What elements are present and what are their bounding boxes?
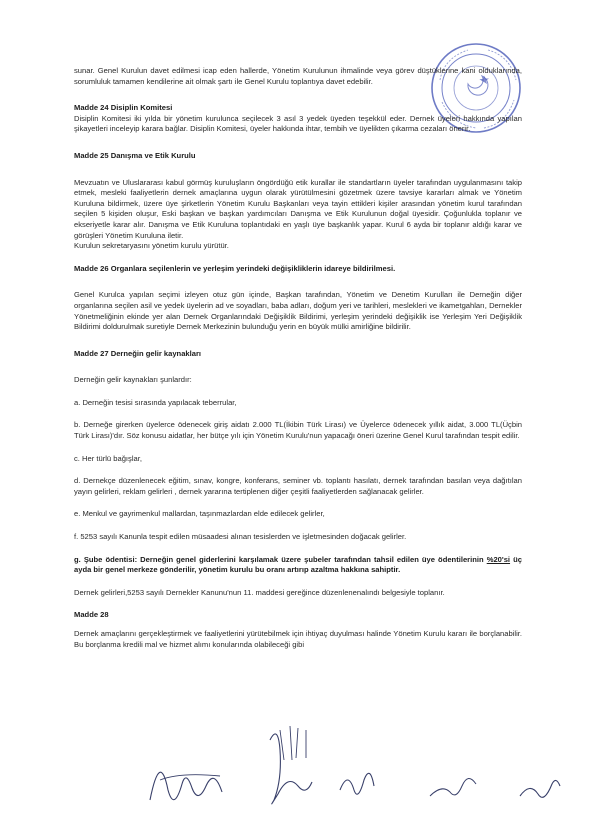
item-g-text-end: üç ayda bir genel merkeze gönderilir, yönetim kurulu bu oranı artırıp azaltma hakkına sahiptir. [74, 554, 522, 575]
article-27-closing: Dernek gelirleri,5253 sayılı Dernekler Kanunu'nun 11. maddesi gereğince düzenlenenalındı belgesiyle toplanır. [74, 587, 445, 597]
intro-paragraph: sunar. Genel Kurulun davet edilmesi icap eden hallerde, Yönetim Kurulunun ihmalinde veya görev düştüklerine kani olduklarında, sorumluluk tamamen kendilerine ait olmak şartı ile Genel Kurulu toplantıya davet edebilir. [74, 66, 522, 86]
article-24-body: Disiplin Komitesi iki yılda bir yönetim kurulunca seçilecek 3 asıl 3 yedek üyeden teşekkül eder. Dernek üyeleri hakkında yapılan şikayetleri inceleyip karara bağlar. Disiplin Komitesi, üyeler hakkında ihtar, tembih ve üyelikten çıkarma cezaları önerir. [74, 113, 522, 134]
article-27-item-e: e. Menkul ve gayrimenkul mallardan, taşınmazlardan elde edilecek gelirler, [74, 509, 325, 519]
document-page [74, 66, 522, 650]
article-27-item-d: d. Dernekçe düzenlenecek eğitim, sınav, kongre, konferans, seminer vb. toplantı hasılatı, dernek tarafından basılan veya dağıtılan yayın gelirleri, reklam gelirleri , dernek yararına tertiplenen diğer çeşitli faaliyetlerden sağlanacak gelirler. [74, 476, 522, 496]
item-g-percentage: %20'si [486, 554, 511, 564]
article-27-item-b: b. Derneğe girerken üyelerce ödenecek giriş aidatı 2.000 TL(İkibin Türk Lirası) ve Üyelerce ödenecek yıllık aidat, 3.000 TL(Üçbin Türk Lirası)'dır. Söz konusu aidatlar, her bütçe yılı için Yönetim Kurulu'nun yapacağı öneri üzerine Genel Kurul tarafından tespit edilir. [74, 420, 522, 441]
article-26-title: Madde 26 Organlara seçilenlerin ve yerleşim yerindeki değişikliklerin idareye bildirilmesi. [74, 263, 396, 273]
article-27-title: Madde 27 Derneğin gelir kaynakları [74, 348, 202, 358]
article-27-item-g [74, 555, 522, 576]
signatures [130, 720, 570, 820]
article-24-title: Madde 24 Disiplin Komitesi [74, 103, 173, 113]
article-25-body: Mevzuatın ve Uluslararası kabul görmüş kuruluşların öngördüğü etik kurallar ile standartların üyeler tarafından uygulanmasını takip etmek, mesleki faaliyetlerin dernek amaçlarına uygun olarak yürütülmesini gözetmek üzere tavsiye kararları almak ve Yönetim Kuruluna bildirmek, üzere üye şirketlerin Yönetim Kurulu Başkanları veya tayin ettikleri kişiler arasından yönetim kurul tarafından seçilen 5 kişiden oluşur, Eski başkan ve başkan yardımcıları Danışma ve Etik Kurulunun doğal üyesidir. Çoğunlukla toplanır ve ekseriyetle karar alır. Danışma ve Etik Kuruluna toplantıdaki en yaşlı üye başkanlık yapar. Kurul 6 ayda bir toplanır aldığı karar ve görüşleri Yönetim Kuruluna iletir. [74, 177, 522, 240]
article-25-body-secretariat: Kurulun sekretaryasını yönetim kurulu yürütür. [74, 241, 229, 251]
article-27-lead: Derneğin gelir kaynakları şunlardır: [74, 375, 192, 385]
article-28-title: Madde 28 [74, 610, 109, 620]
item-g-text-start: g. Şube ödentisi: Derneğin genel giderlerini karşılamak üzere şubeler tarafından tahsil edilen üye ödentilerinin [74, 554, 487, 564]
article-25-title: Madde 25 Danışma ve Etik Kurulu [74, 150, 196, 160]
article-28-body: Dernek amaçlarını gerçekleştirmek ve faaliyetlerini yürütebilmek için ihtiyaç duyulması halinde Yönetim Kurulu kararı ile borçlanabilir. Bu borçlanma kredili mal ve hizmet alımı konularında olabileceği gibi [74, 629, 522, 649]
article-26-body: Genel Kurulca yapılan seçimi izleyen otuz gün içinde, Başkan tarafından, Yönetim ve Denetim Kurulları ile Derneğin diğer organlarına seçilen asil ve yedek üyelerin ad ve soyadları, baba adları, doğum yeri ve tarihleri, meslekleri ve ikametgahları, Dernekler Yönetmeliğinin ekinde yer alan Dernek Organlarındaki Değişiklik Bildirimi, yerleşim yerindeki değişiklik ise Yerleşim Yeri Değişiklik Bildirimi doldurulmak suretiyle Dernek Merkezinin bulunduğu yerin en büyük mülki amirliğine bildirilir. [74, 290, 522, 332]
article-27-item-a: a. Derneğin tesisi sırasında yapılacak teberrular, [74, 397, 237, 407]
article-27-item-c: c. Her türlü bağışlar, [74, 453, 142, 463]
article-27-item-f: f. 5253 sayılı Kanunla tespit edilen müsaadesi alınan tesislerden ve işletmesinden doğacak gelirler. [74, 532, 407, 542]
